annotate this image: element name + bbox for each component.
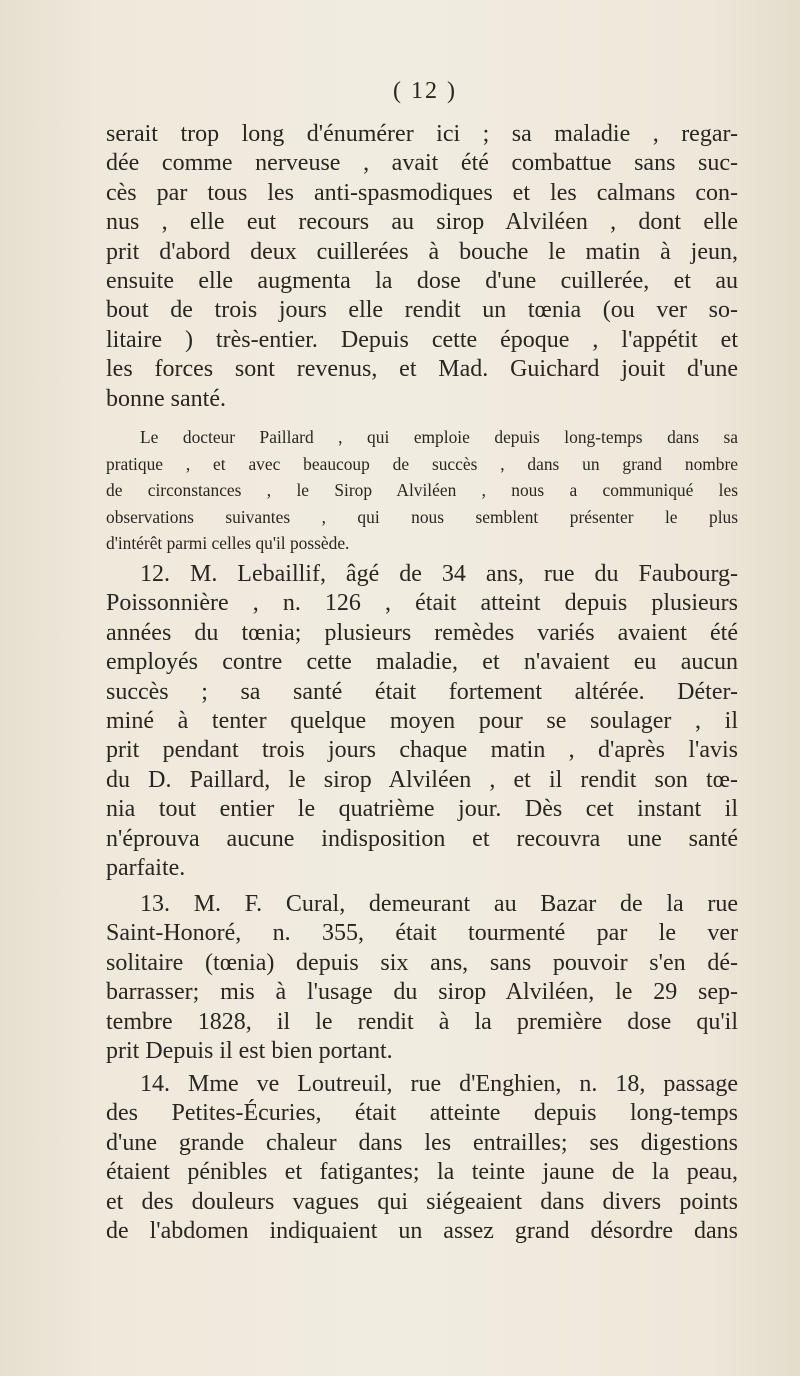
text-line: de l'abdomen indiquaient un assez grand désordre dans <box>106 1218 738 1245</box>
paragraph-guichard-continuation <box>106 120 738 414</box>
note-line: d'intérêt parmi celles qu'il possède. <box>106 533 350 554</box>
note-line: Le docteur Paillard , qui emploie depuis long-temps dans sa <box>140 427 738 447</box>
text-line: litaire ) très-entier. Depuis cette époque , l'appétit et <box>106 326 738 353</box>
text-line: 14. Mme ve Loutreuil, rue d'Enghien, n. 18, passage <box>140 1071 738 1097</box>
text-line: bout de trois jours elle rendit un tœnia (ou ver so- <box>106 297 738 324</box>
text-line: employés contre cette maladie, et n'avaient eu aucun <box>106 649 738 676</box>
text-line: barrasser; mis à l'usage du sirop Alviléen, le 29 sep- <box>106 979 738 1006</box>
text-line: n'éprouva aucune indisposition et recouvra une santé <box>106 825 738 852</box>
text-line: du D. Paillard, le sirop Alviléen , et il rendit son tœ- <box>106 766 738 793</box>
text-line: années du tœnia; plusieurs remèdes variés avaient été <box>106 619 738 646</box>
text-line: Saint-Honoré, n. 355, était tourmenté par le ver <box>106 920 738 947</box>
text-line: dée comme nerveuse , avait été combattue sans suc- <box>106 150 738 177</box>
page-number: ( 12 ) <box>393 78 457 104</box>
text-line: prit Depuis il est bien portant. <box>106 1038 393 1065</box>
text-line: les forces sont revenus, et Mad. Guichard jouit d'une <box>106 356 738 383</box>
text-line: prit d'abord deux cuillerées à bouche le matin à jeun, <box>106 238 738 265</box>
text-line: nia tout entier le quatrième jour. Dès cet instant il <box>106 796 738 823</box>
text-line: serait trop long d'énumérer ici ; sa maladie , regar- <box>106 121 738 147</box>
text-line: miné à tenter quelque moyen pour se soulager , il <box>106 708 738 735</box>
text-line: des Petites-Écuries, était atteinte depuis long-temps <box>106 1100 738 1127</box>
text-line: ensuite elle augmenta la dose d'une cuillerée, et au <box>106 268 738 295</box>
text-line: Poissonnière , n. 126 , était atteint depuis plusieurs <box>106 590 738 617</box>
text-line: 12. M. Lebaillif, âgé de 34 ans, rue du Faubourg- <box>140 561 738 587</box>
text-line: succès ; sa santé était fortement altérée. Déter- <box>106 678 738 705</box>
text-line: nus , elle eut recours au sirop Alviléen , dont elle <box>106 209 738 236</box>
text-line: 13. M. F. Cural, demeurant au Bazar de la rue <box>140 891 738 917</box>
note-line: de circonstances , le Sirop Alviléen , nous a communiqué les <box>106 480 738 501</box>
note-paillard <box>106 424 738 557</box>
text-line: bonne santé. <box>106 385 226 412</box>
text-line: solitaire (tœnia) depuis six ans, sans pouvoir s'en dé- <box>106 949 738 976</box>
note-line: pratique , et avec beaucoup de succès , dans un grand nombre <box>106 453 738 474</box>
text-line: et des douleurs vagues qui siégeaient dans divers points <box>106 1188 738 1215</box>
case-13-cural <box>106 890 738 1066</box>
note-line: observations suivantes , qui nous semblent présenter le plus <box>106 506 738 527</box>
case-12-lebaillif <box>106 560 738 883</box>
text-line: d'une grande chaleur dans les entrailles; ses digestions <box>106 1129 738 1156</box>
text-line: parfaite. <box>106 855 186 882</box>
text-line: tembre 1828, il le rendit à la première dose qu'il <box>106 1008 738 1035</box>
text-line: prit pendant trois jours chaque matin , d'après l'avis <box>106 737 738 764</box>
case-14-loutreuil <box>106 1070 738 1246</box>
text-line: cès par tous les anti-spasmodiques et les calmans con- <box>106 179 738 206</box>
text-line: étaient pénibles et fatigantes; la teinte jaune de la peau, <box>106 1159 738 1186</box>
